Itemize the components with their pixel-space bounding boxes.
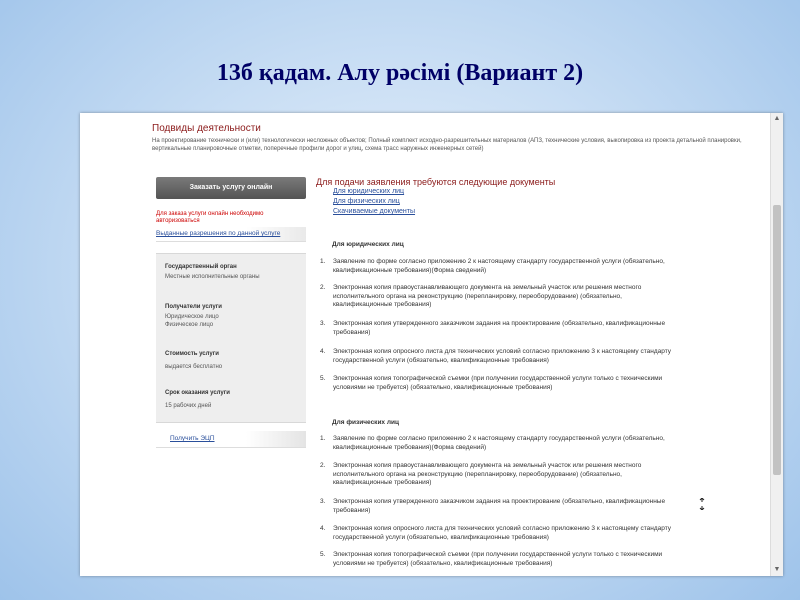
vertical-scrollbar[interactable] — [770, 113, 783, 576]
section-title: Подвиды деятельности — [152, 123, 261, 134]
legal-doc-item: 3. Электронная копия утвержденного заказчиком задания на проектирование (обязательно, квалификационные требования) — [320, 320, 666, 336]
cost-value: выдается бесплатно — [165, 364, 223, 370]
authority-label: Государственный орган — [165, 264, 237, 270]
individual-group-title: Для физических лиц — [332, 419, 399, 426]
link-individuals[interactable]: Для физических лиц — [333, 198, 400, 205]
slide-title: 13б қадам. Алу рәсімі (Вариант 2) — [216, 60, 584, 86]
scroll-up-icon[interactable]: ▲ — [773, 115, 781, 122]
legal-group-title: Для юридических лиц — [332, 241, 404, 248]
link-legal-entities[interactable]: Для юридических лиц — [333, 188, 405, 195]
term-block — [165, 390, 230, 410]
legal-doc-item: 1. Заявление по форме согласно приложению 2 к настоящему стандарту государственной услуги (обязательно, квалификационные требования)(Форма сведений) — [320, 258, 665, 274]
individual-doc-item: 5. Электронная копия топографической съемки (при получении государственной услуги только с техническими условиями не требуется) (обязательно, квалификационные требования) — [320, 551, 663, 567]
recipients-value-individual: Физическое лицо — [165, 322, 214, 328]
legal-doc-item: 2. Электронная копия правоустанавливающего документа на земельный участок или решения местного исполнительного органа на реконструкцию (перепланировку, переоборудование) (обязательно, квалификационные требования) — [320, 284, 642, 308]
required-docs-heading: Для подачи заявления требуются следующие документы — [316, 177, 556, 187]
mouse-cursor-icon — [698, 498, 706, 510]
recipients-block — [165, 304, 222, 329]
order-auth-note: Для заказа услуги онлайн необходимо авторизоваться — [156, 211, 264, 224]
link-downloadable-docs[interactable]: Скачиваемые документы — [333, 208, 416, 215]
section-description: На проектирование технически и (или) технологически несложных объектов; Полный комплект исходно-разрешительных материалов (АПЗ, технические условия, выкопировка из проекта детальной планировки, вертикальные планировочные отметки, поперечные профили дорог и улиц, схема трасс наружных инженерных сетей) — [152, 138, 742, 152]
individual-doc-item: 1. Заявление по форме согласно приложению 2 к настоящему стандарту государственной услуги (обязательно, квалификационные требования)(Форма сведений) — [320, 435, 665, 451]
browser-screenshot — [80, 113, 783, 576]
recipients-label: Получатели услуги — [165, 304, 222, 310]
legal-doc-item: 5. Электронная копия топографической съемки (при получении государственной услуги только с техническими условиями не требуется) (обязательно, квалификационные требования) — [320, 375, 663, 391]
scrollbar-thumb[interactable] — [773, 205, 781, 475]
legal-doc-item: 4. Электронная копия опросного листа для технических условий согласно приложению 3 к настоящему стандарту государственной услуги (обязательно, квалификационные требования) — [320, 348, 672, 364]
scroll-down-icon[interactable]: ▼ — [773, 566, 781, 573]
term-value: 15 рабочих дней — [165, 403, 212, 409]
issued-permits-link[interactable]: Выданные разрешения по данной услуге — [156, 227, 306, 242]
individual-doc-item: 2. Электронная копия правоустанавливающего документа на земельный участок или решения местного исполнительного органа на реконструкцию (перепланировку, переоборудование) (обязательно, квалификационные требования) — [320, 462, 642, 486]
authority-value: Местные исполнительные органы — [165, 274, 260, 280]
recipients-value-legal: Юридическое лицо — [165, 314, 219, 320]
order-online-button[interactable]: Заказать услугу онлайн — [156, 177, 306, 199]
get-eds-link[interactable] — [156, 431, 306, 448]
individual-doc-item: 3. Электронная копия утвержденного заказчиком задания на проектирование (обязательно, квалификационные требования) — [320, 498, 666, 514]
cost-block — [165, 351, 222, 371]
authority-block — [165, 264, 260, 281]
get-eds-label: Получить ЭЦП — [170, 435, 215, 442]
cost-label: Стоимость услуги — [165, 351, 219, 357]
service-info-panel — [156, 253, 306, 423]
term-label: Срок оказания услуги — [165, 390, 230, 396]
individual-doc-item: 4. Электронная копия опросного листа для технических условий согласно приложению 3 к настоящему стандарту государственной услуги (обязательно, квалификационные требования) — [320, 525, 672, 541]
